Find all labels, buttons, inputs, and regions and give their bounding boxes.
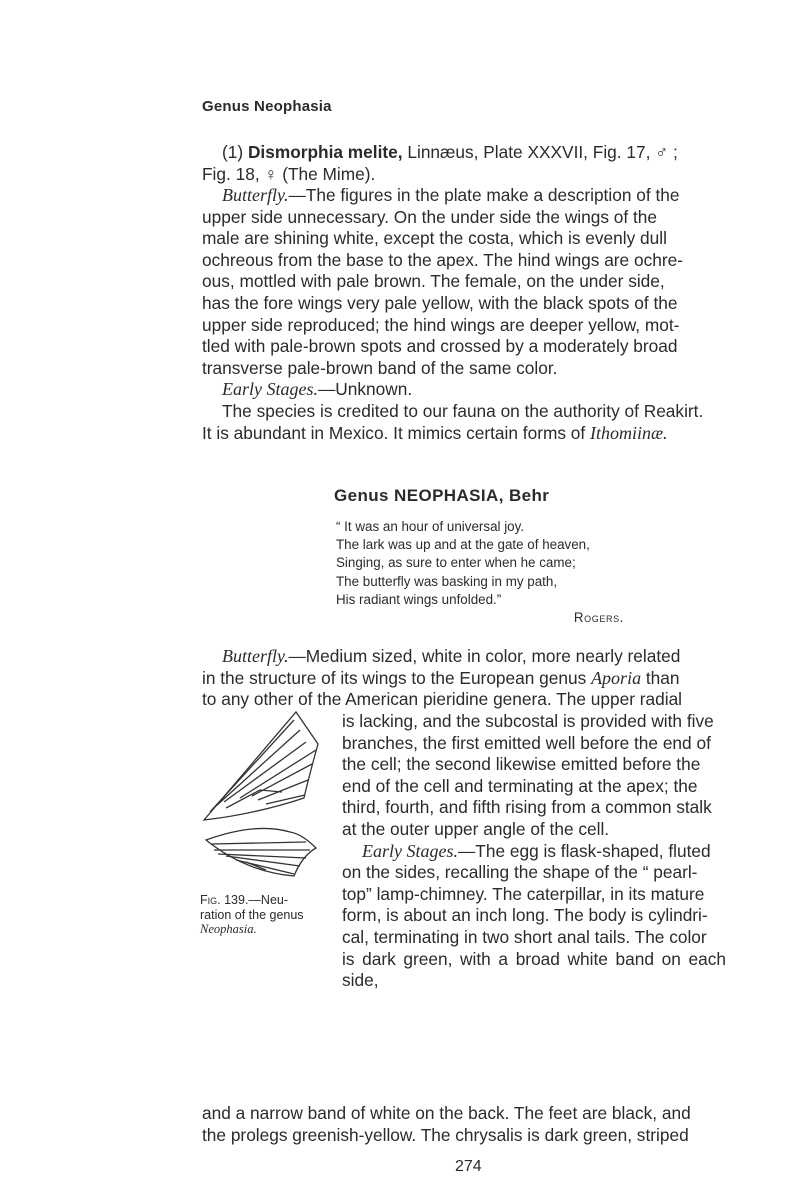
genus-early-label: Early Stages. xyxy=(362,840,458,861)
poem-line: His radiant wings unfolded.” xyxy=(336,591,502,607)
wrap-line: the cell; the second likewise emitted before the xyxy=(342,754,701,775)
wing-venation-diagram xyxy=(196,680,334,880)
poem-line: The lark was up and at the gate of heaven, xyxy=(336,537,590,553)
wrap-line: on the sides, recalling the shape of the “ pearl- xyxy=(342,862,698,883)
aporia-italic: Aporia xyxy=(591,667,642,688)
butterfly-paragraph xyxy=(202,185,726,444)
wrap-line: at the outer upper angle of the cell. xyxy=(342,818,610,839)
species-heading xyxy=(202,142,726,185)
running-head: Genus Neophasia xyxy=(202,98,332,115)
poem-line: “ It was an hour of universal joy. xyxy=(336,519,525,534)
hind-wing-outline xyxy=(206,828,316,876)
genus-line: in the structure of its wings to the European genus xyxy=(202,667,592,688)
poem-line: Singing, as sure to enter when he came; xyxy=(336,555,576,571)
genus-butterfly-label: Butterfly. xyxy=(222,646,289,666)
butterfly-line: tled with pale-brown spots and crossed by a moderately broad xyxy=(202,336,678,357)
caption-line: ration of the genus xyxy=(200,907,304,922)
full-line: and a narrow band of white on the back. The feet are black, and xyxy=(202,1103,691,1123)
early-stages-text: —Unknown. xyxy=(318,379,413,400)
species-author-plate: Linnæus, Plate XXXVII, Fig. 17, ♂ ; xyxy=(407,142,678,162)
species-name: Dismorphia melite, xyxy=(247,142,403,162)
butterfly-line: —The figures in the plate make a description of the xyxy=(288,185,680,205)
genus-line-end: than xyxy=(641,667,680,688)
species-heading-line2: Fig. 18, ♀ (The Mime). xyxy=(202,163,376,184)
butterfly-line: ous, mottled with pale brown. The female, on the under side, xyxy=(202,271,665,292)
wrap-line: is dark green, with a broad white band on each side, xyxy=(342,948,726,991)
page-number: 274 xyxy=(455,1158,482,1175)
wrap-line: top” lamp-chimney. The caterpillar, in its mature xyxy=(342,883,705,904)
wrap-line: third, fourth, and fifth rising from a common stalk xyxy=(342,797,712,818)
species-number: (1) xyxy=(222,142,244,162)
poem-line: The butterfly was basking in my path, xyxy=(336,573,558,589)
ithomiinae-italic: Ithomiinæ. xyxy=(590,422,668,443)
caption-italic: Neophasia. xyxy=(200,922,257,936)
genus-heading: Genus NEOPHASIA, Behr xyxy=(334,486,550,505)
wrap-line: cal, terminating in two short anal tails. The color xyxy=(342,926,707,947)
full-line: the prolegs greenish-yellow. The chrysalis is dark green, striped xyxy=(202,1124,689,1145)
genus-wrap-text xyxy=(342,711,726,992)
butterfly-line: ochreous from the base to the apex. The hind wings are ochre- xyxy=(202,249,683,270)
figure-caption xyxy=(200,893,330,937)
butterfly-line: upper side reproduced; the hind wings are deeper yellow, mot- xyxy=(202,314,680,335)
wrap-line: branches, the first emitted well before the end of xyxy=(342,732,711,753)
wrap-line: is lacking, and the subcostal is provided with five xyxy=(342,711,714,731)
butterfly-line: transverse pale-brown band of the same color. xyxy=(202,357,558,378)
poem-attribution: Rogers. xyxy=(573,610,624,626)
wing-venation-figure xyxy=(196,680,334,880)
butterfly-line: has the fore wings very pale yellow, with the black spots of the xyxy=(202,292,678,313)
genus-line: —Medium sized, white in color, more nearly related xyxy=(288,646,681,666)
epigraph-poem xyxy=(336,518,636,627)
wrap-line: form, is about an inch long. The body is cylindri- xyxy=(342,905,708,926)
butterfly-line: upper side unnecessary. On the under side the wings of the xyxy=(202,206,658,227)
genus-early-continued xyxy=(202,1103,726,1146)
butterfly-line: male are shining white, except the costa, which is evenly dull xyxy=(202,228,667,249)
genus-line: to any other of the American pieridine genera. The upper radial xyxy=(202,689,683,710)
butterfly-label: Butterfly. xyxy=(222,185,289,205)
wrap-line: —The egg is flask-shaped, fluted xyxy=(458,840,711,861)
species-line: It is abundant in Mexico. It mimics certain forms of xyxy=(202,422,591,443)
caption-text: 139.—Neu- xyxy=(220,893,289,907)
species-line: The species is credited to our fauna on the authority of Reakirt. xyxy=(222,400,704,421)
early-stages-label: Early Stages. xyxy=(222,379,318,400)
wrap-line: end of the cell and terminating at the apex; the xyxy=(342,775,698,796)
caption-fig: Fig. xyxy=(200,893,221,907)
